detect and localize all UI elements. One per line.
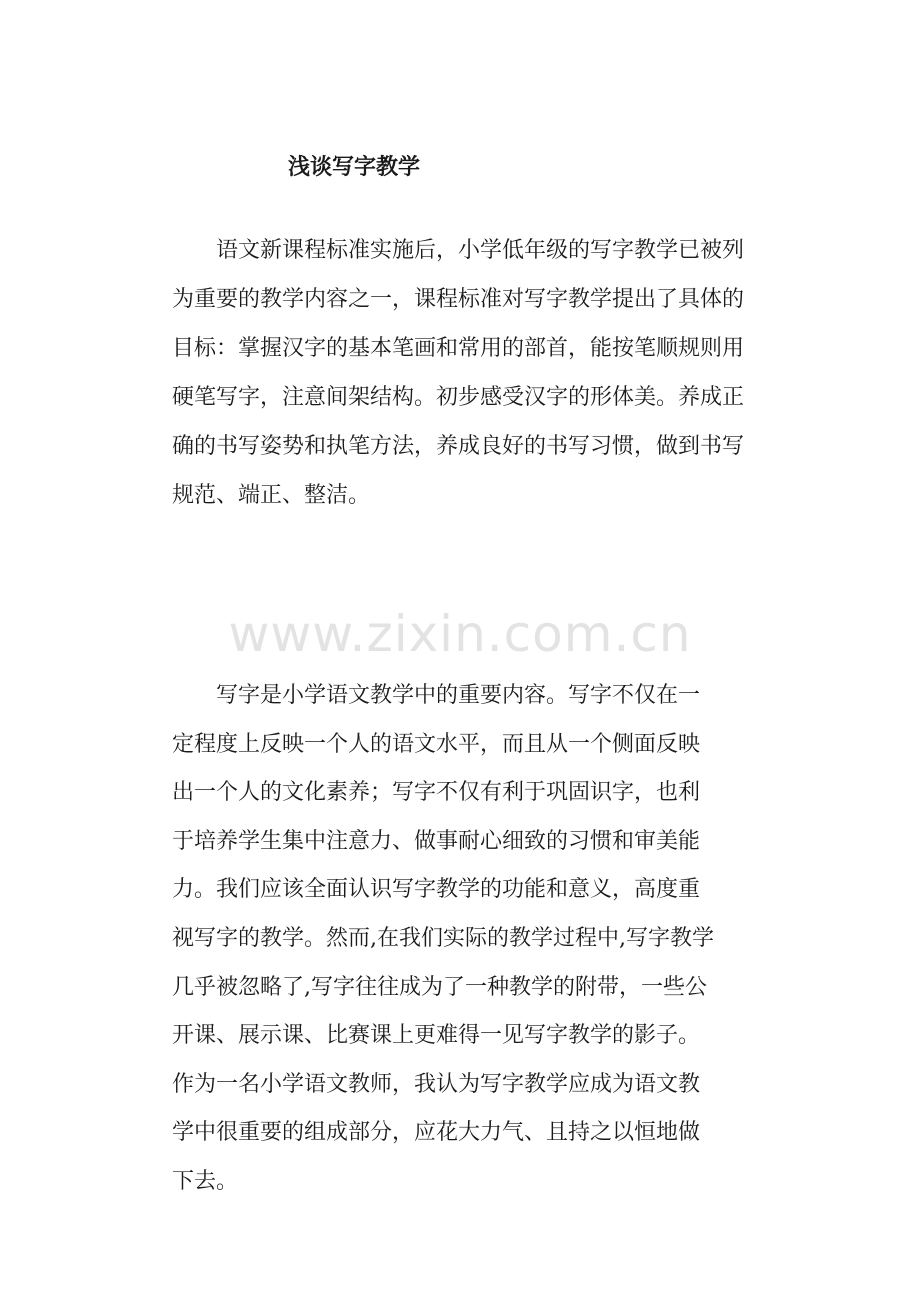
paragraph-line: 几乎被忽略了,写字往往成为了一种教学的附带，一些公	[172, 974, 707, 1000]
watermark: www.zixin.com.cn	[228, 605, 692, 663]
paragraph-line: 于培养学生集中注意力、做事耐心细致的习惯和审美能	[172, 828, 701, 854]
document-title: 浅谈写字教学	[288, 154, 421, 180]
paragraph-line: 下去。	[172, 1168, 239, 1194]
paragraph-line: 视写字的教学。然而,在我们实际的教学过程中,写字教学	[172, 925, 714, 951]
paragraph-line: 为重要的教学内容之一，课程标准对写字教学提出了具体的	[172, 287, 745, 312]
paragraph-line: 出一个人的文化素养；写字不仅有利于巩固识字，也利	[172, 780, 701, 806]
paragraph-line: 硬笔写字，注意间架结构。初步感受汉字的形体美。养成正	[172, 385, 745, 410]
paragraph-line: 作为一名小学语文教师，我认为写字教学应成为语文教	[172, 1071, 701, 1097]
paragraph-line: 语文新课程标准实施后，小学低年级的写字教学已被列	[172, 238, 745, 263]
paragraph-line: 定程度上反映一个人的语文水平，而且从一个侧面反映	[172, 731, 701, 757]
paragraph-line: 写字是小学语文教学中的重要内容。写字不仅在一	[172, 683, 701, 708]
paragraph-intro	[172, 226, 744, 520]
paragraph-line: 开课、展示课、比赛课上更难得一见写字教学的影子。	[172, 1023, 701, 1049]
paragraph-body	[172, 672, 714, 1207]
paragraph-line: 目标：掌握汉字的基本笔画和常用的部首，能按笔顺规则用	[172, 336, 745, 361]
paragraph-line: 学中很重要的组成部分，应花大力气、且持之以恒地做	[172, 1120, 701, 1146]
paragraph-line: 规范、端正、整洁。	[172, 483, 371, 508]
paragraph-line: 确的书写姿势和执笔方法，养成良好的书写习惯，做到书写	[172, 434, 745, 459]
paragraph-line: 力。我们应该全面认识写字教学的功能和意义，高度重	[172, 877, 701, 903]
